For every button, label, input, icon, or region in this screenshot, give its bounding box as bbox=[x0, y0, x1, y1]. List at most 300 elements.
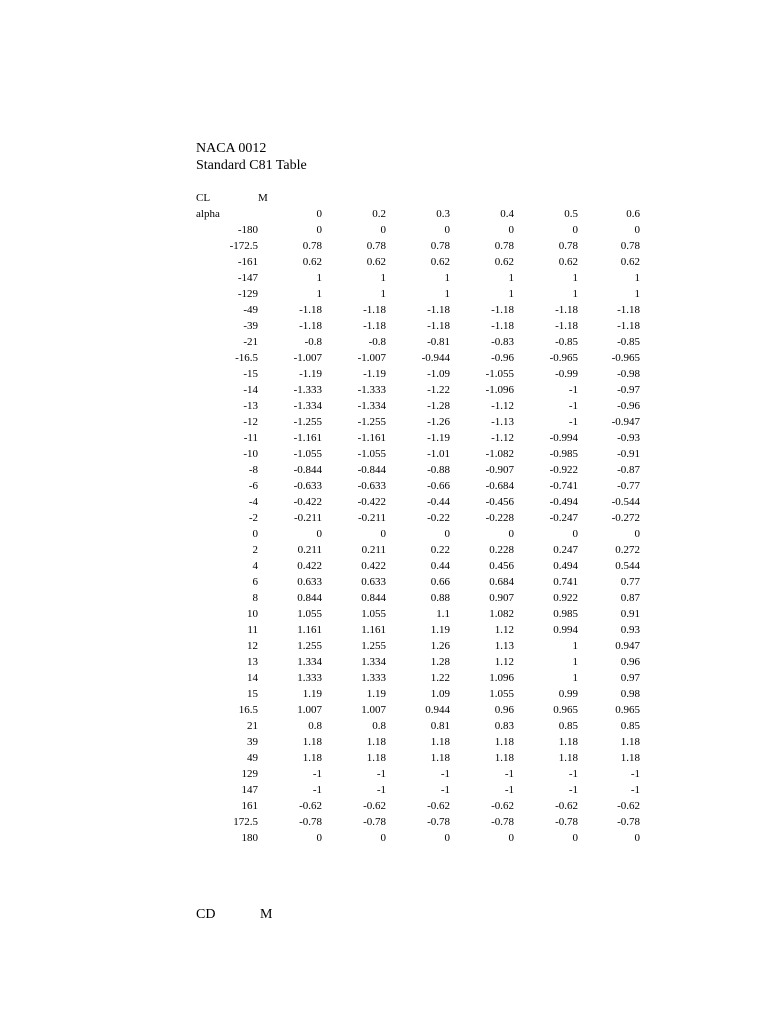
cl-value-cell: 1.334 bbox=[297, 656, 322, 668]
cl-value-cell: -0.96 bbox=[491, 352, 514, 364]
table-row bbox=[196, 270, 640, 286]
cl-value-cell: 1 bbox=[572, 656, 578, 668]
cl-value-cell: -1 bbox=[376, 784, 386, 796]
cl-value-cell: 0.965 bbox=[553, 704, 578, 716]
cl-value-cell: -1.007 bbox=[357, 352, 386, 364]
cl-value-cell: -1.09 bbox=[427, 368, 450, 380]
cl-value-cell: -0.44 bbox=[427, 496, 450, 508]
cl-value-cell: -0.211 bbox=[357, 512, 386, 524]
alpha-cell: 12 bbox=[247, 640, 258, 652]
cl-value-cell: -1.082 bbox=[485, 448, 514, 460]
alpha-cell: 161 bbox=[241, 800, 258, 812]
cl-value-cell: 0.62 bbox=[620, 256, 640, 268]
cl-value-cell: -0.544 bbox=[611, 496, 640, 508]
table-row bbox=[196, 462, 640, 478]
cl-value-cell: -1 bbox=[504, 768, 514, 780]
cl-value-cell: -0.99 bbox=[555, 368, 578, 380]
cl-value-cell: 0.62 bbox=[302, 256, 322, 268]
cl-value-cell: -1.13 bbox=[491, 416, 514, 428]
cl-value-cell: 1 bbox=[316, 272, 322, 284]
cl-value-cell: -1.007 bbox=[293, 352, 322, 364]
cl-value-cell: 0.456 bbox=[489, 560, 514, 572]
cl-value-cell: 0.228 bbox=[489, 544, 514, 556]
mach-header-row bbox=[196, 206, 640, 222]
mach-value-header: 0 bbox=[316, 208, 322, 220]
cl-value-cell: 1.18 bbox=[430, 752, 450, 764]
cl-value-cell: -0.22 bbox=[427, 512, 450, 524]
table-row bbox=[196, 622, 640, 638]
cl-value-cell: -0.944 bbox=[421, 352, 450, 364]
alpha-cell: 2 bbox=[252, 544, 258, 556]
cl-value-cell: 0.77 bbox=[620, 576, 640, 588]
cl-value-cell: -0.422 bbox=[357, 496, 386, 508]
cl-value-cell: -1.18 bbox=[299, 320, 322, 332]
cl-value-cell: 1.007 bbox=[297, 704, 322, 716]
table-row bbox=[196, 366, 640, 382]
table-row bbox=[196, 830, 640, 846]
cl-value-cell: -1.333 bbox=[293, 384, 322, 396]
cl-value-cell: 1 bbox=[572, 272, 578, 284]
alpha-cell: 49 bbox=[247, 752, 258, 764]
cl-value-cell: -0.78 bbox=[363, 816, 386, 828]
cl-value-cell: 0.844 bbox=[297, 592, 322, 604]
cl-value-cell: 1.09 bbox=[430, 688, 450, 700]
cl-value-cell: 0.8 bbox=[308, 720, 322, 732]
cl-value-cell: 0.985 bbox=[553, 608, 578, 620]
cl-value-cell: -0.684 bbox=[485, 480, 514, 492]
alpha-cell: 172.5 bbox=[233, 816, 258, 828]
cl-value-cell: 1 bbox=[508, 272, 514, 284]
cl-value-cell: -0.62 bbox=[491, 800, 514, 812]
cl-value-cell: -0.844 bbox=[293, 464, 322, 476]
cl-value-cell: 0.272 bbox=[615, 544, 640, 556]
cl-value-cell: -1.19 bbox=[363, 368, 386, 380]
cl-value-cell: 0.93 bbox=[620, 624, 640, 636]
cl-value-cell: 0 bbox=[508, 224, 514, 236]
alpha-cell: -129 bbox=[237, 288, 258, 300]
cl-value-cell: 1.18 bbox=[366, 752, 386, 764]
cl-value-cell: 0 bbox=[316, 832, 322, 844]
table-row bbox=[196, 286, 640, 302]
table-row bbox=[196, 398, 640, 414]
cl-value-cell: -1 bbox=[504, 784, 514, 796]
cl-value-cell: 0.78 bbox=[302, 240, 322, 252]
alpha-cell: -39 bbox=[243, 320, 258, 332]
cl-value-cell: -1.18 bbox=[363, 320, 386, 332]
alpha-cell: 10 bbox=[247, 608, 258, 620]
cl-value-cell: 1.26 bbox=[430, 640, 450, 652]
cl-value-cell: -1.096 bbox=[485, 384, 514, 396]
alpha-cell: -10 bbox=[243, 448, 258, 460]
cl-value-cell: 0.422 bbox=[297, 560, 322, 572]
table-row bbox=[196, 446, 640, 462]
table-row bbox=[196, 558, 640, 574]
cl-value-cell: 0.907 bbox=[489, 592, 514, 604]
cl-value-cell: 1 bbox=[572, 672, 578, 684]
cl-value-cell: 0.78 bbox=[430, 240, 450, 252]
alpha-cell: -180 bbox=[237, 224, 258, 236]
cl-value-cell: 1.055 bbox=[489, 688, 514, 700]
cl-value-cell: 0.247 bbox=[553, 544, 578, 556]
cl-value-cell: 1.19 bbox=[430, 624, 450, 636]
cl-value-cell: 1.333 bbox=[361, 672, 386, 684]
cl-value-cell: 1 bbox=[444, 288, 450, 300]
alpha-cell: -16.5 bbox=[235, 352, 258, 364]
table-row bbox=[196, 702, 640, 718]
table-row bbox=[196, 382, 640, 398]
cl-value-cell: 0.544 bbox=[615, 560, 640, 572]
table-row bbox=[196, 606, 640, 622]
cl-value-cell: -0.78 bbox=[617, 816, 640, 828]
table-row bbox=[196, 670, 640, 686]
cl-value-cell: 0.62 bbox=[494, 256, 514, 268]
cl-label: CL bbox=[196, 192, 211, 204]
cl-value-cell: 0.211 bbox=[361, 544, 386, 556]
cl-value-cell: 0.684 bbox=[489, 576, 514, 588]
cl-value-cell: -1.18 bbox=[491, 320, 514, 332]
cl-value-cell: 1.055 bbox=[297, 608, 322, 620]
alpha-cell: 21 bbox=[247, 720, 258, 732]
cl-value-cell: -0.422 bbox=[293, 496, 322, 508]
cl-value-cell: -0.247 bbox=[549, 512, 578, 524]
cl-value-cell: 0.99 bbox=[558, 688, 578, 700]
cl-value-cell: 1 bbox=[634, 272, 640, 284]
cl-value-cell: -1 bbox=[568, 384, 578, 396]
cl-value-cell: -0.62 bbox=[427, 800, 450, 812]
alpha-cell: -21 bbox=[243, 336, 258, 348]
cl-value-cell: -0.965 bbox=[611, 352, 640, 364]
alpha-cell: -12 bbox=[243, 416, 258, 428]
alpha-cell: -11 bbox=[243, 432, 258, 444]
alpha-cell: -6 bbox=[248, 480, 258, 492]
alpha-cell: -2 bbox=[248, 512, 258, 524]
cl-value-cell: -1.255 bbox=[357, 416, 386, 428]
cl-value-cell: 0.96 bbox=[620, 656, 640, 668]
cl-value-cell: -0.91 bbox=[617, 448, 640, 460]
cl-value-cell: -0.844 bbox=[357, 464, 386, 476]
alpha-cell: -8 bbox=[248, 464, 258, 476]
cl-value-cell: -1 bbox=[376, 768, 386, 780]
cl-value-cell: 0.22 bbox=[430, 544, 450, 556]
alpha-cell: -161 bbox=[237, 256, 258, 268]
cl-value-cell: -1 bbox=[312, 768, 322, 780]
alpha-cell: -172.5 bbox=[229, 240, 258, 252]
table-row bbox=[196, 478, 640, 494]
alpha-cell: 4 bbox=[252, 560, 258, 572]
cl-value-cell: 1.18 bbox=[494, 736, 514, 748]
cl-value-cell: -0.922 bbox=[549, 464, 578, 476]
cl-value-cell: -0.87 bbox=[617, 464, 640, 476]
table-row bbox=[196, 494, 640, 510]
cl-value-cell: 1.255 bbox=[361, 640, 386, 652]
cl-value-cell: -0.633 bbox=[293, 480, 322, 492]
cl-value-cell: 1.18 bbox=[558, 752, 578, 764]
cl-value-cell: 0.96 bbox=[494, 704, 514, 716]
cl-value-cell: 0.922 bbox=[553, 592, 578, 604]
cl-value-cell: 0 bbox=[508, 832, 514, 844]
cl-value-cell: 0.422 bbox=[361, 560, 386, 572]
cl-value-cell: 0.494 bbox=[553, 560, 578, 572]
cl-value-cell: 0 bbox=[634, 528, 640, 540]
table-row bbox=[196, 574, 640, 590]
mach-value-header: 0.6 bbox=[626, 208, 640, 220]
table-row bbox=[196, 430, 640, 446]
cl-value-cell: 0.994 bbox=[553, 624, 578, 636]
cl-value-cell: -0.8 bbox=[368, 336, 386, 348]
cl-value-cell: -0.85 bbox=[555, 336, 578, 348]
alpha-cell: -4 bbox=[248, 496, 258, 508]
cl-value-cell: -0.62 bbox=[617, 800, 640, 812]
cl-value-cell: 0 bbox=[634, 224, 640, 236]
table-row bbox=[196, 350, 640, 366]
cl-value-cell: 0 bbox=[634, 832, 640, 844]
cl-value-cell: -1 bbox=[312, 784, 322, 796]
alpha-cell: 15 bbox=[247, 688, 258, 700]
cl-value-cell: 1 bbox=[572, 640, 578, 652]
cl-value-cell: -1.12 bbox=[491, 400, 514, 412]
cl-value-cell: 0.85 bbox=[558, 720, 578, 732]
cl-value-cell: -0.78 bbox=[299, 816, 322, 828]
cl-value-cell: 1.1 bbox=[436, 608, 450, 620]
cl-value-cell: -1 bbox=[630, 784, 640, 796]
cl-value-cell: 0 bbox=[508, 528, 514, 540]
cl-table bbox=[196, 190, 640, 846]
cl-value-cell: 1.18 bbox=[494, 752, 514, 764]
cl-value-cell: 1.333 bbox=[297, 672, 322, 684]
cl-value-cell: 1.096 bbox=[489, 672, 514, 684]
cl-value-cell: 0.44 bbox=[430, 560, 450, 572]
table-row bbox=[196, 238, 640, 254]
alpha-cell: 0 bbox=[252, 528, 258, 540]
cl-value-cell: -1.18 bbox=[427, 304, 450, 316]
cl-value-cell: -0.633 bbox=[357, 480, 386, 492]
cl-value-cell: -1.18 bbox=[617, 304, 640, 316]
table-row bbox=[196, 510, 640, 526]
cl-value-cell: 0 bbox=[380, 832, 386, 844]
cl-value-cell: -1.333 bbox=[357, 384, 386, 396]
table-row bbox=[196, 734, 640, 750]
cl-value-cell: 1.18 bbox=[620, 752, 640, 764]
table-row bbox=[196, 766, 640, 782]
table-row bbox=[196, 814, 640, 830]
cl-value-cell: -1.161 bbox=[357, 432, 386, 444]
cl-value-cell: 0 bbox=[572, 224, 578, 236]
cl-value-cell: -0.907 bbox=[485, 464, 514, 476]
cl-value-cell: -0.741 bbox=[549, 480, 578, 492]
table-row bbox=[196, 542, 640, 558]
cl-value-cell: -0.78 bbox=[491, 816, 514, 828]
cl-value-cell: -1.334 bbox=[357, 400, 386, 412]
alpha-cell: 8 bbox=[252, 592, 258, 604]
cl-value-cell: 1.18 bbox=[302, 736, 322, 748]
cl-value-cell: 1.18 bbox=[302, 752, 322, 764]
cl-value-cell: -1.19 bbox=[299, 368, 322, 380]
cl-value-cell: -1.22 bbox=[427, 384, 450, 396]
cl-table-body bbox=[196, 190, 640, 846]
alpha-cell: -147 bbox=[237, 272, 258, 284]
table-row bbox=[196, 638, 640, 654]
table-row bbox=[196, 318, 640, 334]
cl-value-cell: 0.8 bbox=[372, 720, 386, 732]
cl-value-cell: -1.12 bbox=[491, 432, 514, 444]
cl-value-cell: 1.18 bbox=[620, 736, 640, 748]
cl-value-cell: -0.62 bbox=[555, 800, 578, 812]
cl-value-cell: -0.994 bbox=[549, 432, 578, 444]
cl-value-cell: 0.633 bbox=[297, 576, 322, 588]
cl-value-cell: 1.12 bbox=[494, 624, 514, 636]
table-row bbox=[196, 590, 640, 606]
cl-value-cell: 1 bbox=[508, 288, 514, 300]
cl-value-cell: -1.055 bbox=[357, 448, 386, 460]
cl-value-cell: -1 bbox=[568, 768, 578, 780]
cl-table-label-row bbox=[196, 190, 640, 206]
cl-value-cell: -0.96 bbox=[617, 400, 640, 412]
cl-value-cell: 0 bbox=[380, 528, 386, 540]
alpha-cell: -49 bbox=[243, 304, 258, 316]
alpha-cell: 147 bbox=[241, 784, 258, 796]
cl-value-cell: 1.19 bbox=[302, 688, 322, 700]
alpha-cell: 14 bbox=[247, 672, 258, 684]
cl-value-cell: -0.98 bbox=[617, 368, 640, 380]
cl-value-cell: -0.81 bbox=[427, 336, 450, 348]
cl-value-cell: 0.81 bbox=[430, 720, 450, 732]
cl-value-cell: -0.8 bbox=[304, 336, 322, 348]
cl-value-cell: -0.78 bbox=[427, 816, 450, 828]
cl-value-cell: 0.62 bbox=[558, 256, 578, 268]
cl-value-cell: -0.947 bbox=[611, 416, 640, 428]
document-title: NACA 0012 bbox=[196, 141, 267, 156]
cl-value-cell: 1.19 bbox=[366, 688, 386, 700]
cl-value-cell: -0.62 bbox=[299, 800, 322, 812]
cl-value-cell: 1 bbox=[572, 288, 578, 300]
mach-value-header: 0.5 bbox=[564, 208, 578, 220]
cl-value-cell: 0 bbox=[572, 832, 578, 844]
cl-value-cell: -0.985 bbox=[549, 448, 578, 460]
cl-value-cell: -0.211 bbox=[293, 512, 322, 524]
cl-value-cell: 1 bbox=[380, 288, 386, 300]
table-row bbox=[196, 334, 640, 350]
cl-value-cell: -1.01 bbox=[427, 448, 450, 460]
cl-value-cell: 0.98 bbox=[620, 688, 640, 700]
cl-value-cell: -1.18 bbox=[555, 304, 578, 316]
cl-value-cell: 0 bbox=[444, 528, 450, 540]
mach-value-header: 0.2 bbox=[372, 208, 386, 220]
cl-value-cell: 1.007 bbox=[361, 704, 386, 716]
table-row bbox=[196, 254, 640, 270]
cl-value-cell: 0.947 bbox=[615, 640, 640, 652]
cl-value-cell: -1.255 bbox=[293, 416, 322, 428]
cl-value-cell: 0.944 bbox=[425, 704, 450, 716]
cl-value-cell: 1.18 bbox=[366, 736, 386, 748]
cl-value-cell: -0.66 bbox=[427, 480, 450, 492]
table-row bbox=[196, 750, 640, 766]
cl-value-cell: 1.28 bbox=[430, 656, 450, 668]
cl-value-cell: -1 bbox=[568, 416, 578, 428]
table-row bbox=[196, 414, 640, 430]
table-row bbox=[196, 302, 640, 318]
table-row bbox=[196, 526, 640, 542]
cl-value-cell: 1.22 bbox=[430, 672, 450, 684]
cl-value-cell: 1.255 bbox=[297, 640, 322, 652]
cl-value-cell: 0.97 bbox=[620, 672, 640, 684]
cl-value-cell: 1.18 bbox=[558, 736, 578, 748]
cl-value-cell: 0 bbox=[444, 832, 450, 844]
cl-value-cell: 0.844 bbox=[361, 592, 386, 604]
cl-value-cell: 0.965 bbox=[615, 704, 640, 716]
cl-value-cell: 0.62 bbox=[366, 256, 386, 268]
cl-value-cell: -1.28 bbox=[427, 400, 450, 412]
mach-value-header: 0.3 bbox=[436, 208, 450, 220]
cl-value-cell: 1.161 bbox=[297, 624, 322, 636]
cl-value-cell: 0.78 bbox=[366, 240, 386, 252]
cl-value-cell: -0.85 bbox=[617, 336, 640, 348]
cl-value-cell: 1 bbox=[444, 272, 450, 284]
table-row bbox=[196, 798, 640, 814]
alpha-cell: 13 bbox=[247, 656, 258, 668]
cl-value-cell: -1 bbox=[630, 768, 640, 780]
cl-value-cell: 0 bbox=[316, 528, 322, 540]
cl-value-cell: -1.19 bbox=[427, 432, 450, 444]
cl-value-cell: 1 bbox=[316, 288, 322, 300]
cl-value-cell: -1.055 bbox=[485, 368, 514, 380]
cl-value-cell: 0.83 bbox=[494, 720, 514, 732]
cl-value-cell: -1 bbox=[568, 400, 578, 412]
cl-value-cell: 0.88 bbox=[430, 592, 450, 604]
alpha-cell: 39 bbox=[247, 736, 258, 748]
cl-value-cell: 1.13 bbox=[494, 640, 514, 652]
cl-value-cell: -1.055 bbox=[293, 448, 322, 460]
table-row bbox=[196, 782, 640, 798]
cl-value-cell: -1 bbox=[440, 784, 450, 796]
cl-value-cell: 0.78 bbox=[494, 240, 514, 252]
document-subtitle: Standard C81 Table bbox=[196, 158, 307, 173]
alpha-cell: -15 bbox=[243, 368, 258, 380]
cl-value-cell: 0.741 bbox=[553, 576, 578, 588]
alpha-cell: 16.5 bbox=[238, 704, 258, 716]
cl-value-cell: -0.83 bbox=[491, 336, 514, 348]
cl-value-cell: 0.633 bbox=[361, 576, 386, 588]
alpha-label: alpha bbox=[196, 208, 220, 220]
cl-value-cell: 1.12 bbox=[494, 656, 514, 668]
cl-value-cell: -0.62 bbox=[363, 800, 386, 812]
mach-label: M bbox=[258, 192, 268, 204]
cl-value-cell: -0.272 bbox=[611, 512, 640, 524]
cl-value-cell: 1.18 bbox=[430, 736, 450, 748]
cl-value-cell: -0.77 bbox=[617, 480, 640, 492]
cl-value-cell: -0.494 bbox=[549, 496, 578, 508]
cl-value-cell: -0.456 bbox=[485, 496, 514, 508]
table-row bbox=[196, 222, 640, 238]
cl-value-cell: 1.082 bbox=[489, 608, 514, 620]
cl-value-cell: 0 bbox=[316, 224, 322, 236]
cl-value-cell: -1.18 bbox=[427, 320, 450, 332]
cl-value-cell: -0.88 bbox=[427, 464, 450, 476]
cl-value-cell: 1.161 bbox=[361, 624, 386, 636]
alpha-cell: 11 bbox=[247, 624, 258, 636]
cl-value-cell: -1.334 bbox=[293, 400, 322, 412]
cl-value-cell: -0.97 bbox=[617, 384, 640, 396]
alpha-cell: -13 bbox=[243, 400, 258, 412]
cl-value-cell: -1.18 bbox=[491, 304, 514, 316]
cl-value-cell: -1.18 bbox=[555, 320, 578, 332]
table-row bbox=[196, 686, 640, 702]
cl-value-cell: -0.965 bbox=[549, 352, 578, 364]
cd-mach-label: M bbox=[260, 907, 273, 922]
cl-value-cell: 0.87 bbox=[620, 592, 640, 604]
cl-value-cell: 0.78 bbox=[558, 240, 578, 252]
cl-value-cell: 1.334 bbox=[361, 656, 386, 668]
alpha-cell: 129 bbox=[241, 768, 258, 780]
